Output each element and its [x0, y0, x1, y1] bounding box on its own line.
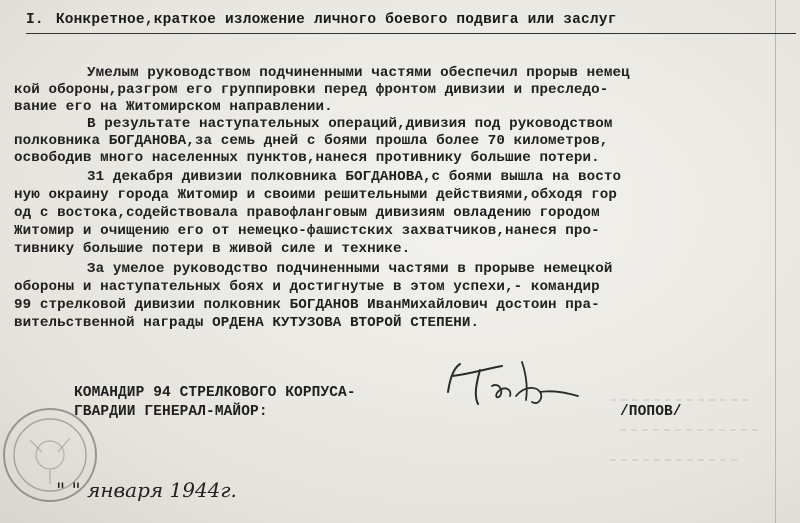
section-heading-text: Конкретное,краткое изложение личного боевого подвига или заслуг	[55, 12, 617, 28]
section-number: I.	[26, 12, 44, 28]
heading-underline	[26, 33, 796, 34]
faint-bleed-through	[600, 370, 770, 510]
body-line: Умелым руководством подчиненными частями обеспечил прорыв немец	[87, 65, 630, 81]
handwritten-signature	[440, 356, 590, 416]
body-line: В результате наступательных операций,дивизия под руководством	[87, 116, 613, 132]
body-line: Житомир и очищению его от немецко-фашистских захватчиков,нанеся про-	[14, 223, 600, 239]
body-line: обороны и наступательных боях и достигнутые в этом успехи,- командир	[14, 279, 600, 295]
body-line: од с востока,содействовала правофланговым дивизиям овладению городом	[14, 205, 600, 221]
body-line: 31 декабря дивизии полковника БОГДАНОВА,с боями вышла на восто	[87, 169, 622, 185]
body-line: ную окраину города Житомир и своими решительными действиями,обходя гор	[14, 187, 617, 203]
body-line: 99 стрелковой дивизии полковник БОГДАНОВ ИванМихайлович достоин пра-	[14, 297, 600, 313]
signatory-name: /ПОПОВ/	[620, 404, 682, 420]
section-heading	[26, 12, 796, 28]
document-date: " " января 1944г.	[56, 478, 237, 502]
signatory-title: КОМАНДИР 94 СТРЕЛКОВОГО КОРПУСА-	[74, 385, 356, 401]
body-line: тивнику большие потери в живой силе и технике.	[14, 241, 411, 257]
body-line: За умелое руководство подчиненными частями в прорыве немецкой	[87, 261, 613, 277]
body-line: вительственной награды ОРДЕНА КУТУЗОВА ВТОРОЙ СТЕПЕНИ.	[14, 315, 480, 331]
body-line: освободив много населенных пунктов,нанеся противнику большие потери.	[14, 150, 600, 166]
signatory-rank: ГВАРДИИ ГЕНЕРАЛ-МАЙОР:	[74, 404, 268, 420]
body-line: кой обороны,разгром его группировки перед фронтом дивизии и преследо-	[14, 82, 609, 98]
body-line: полковника БОГДАНОВА,за семь дней с боями прошла более 70 километров,	[14, 133, 609, 149]
body-line: вание его на Житомирском направлении.	[14, 99, 333, 115]
margin-line	[775, 0, 776, 523]
